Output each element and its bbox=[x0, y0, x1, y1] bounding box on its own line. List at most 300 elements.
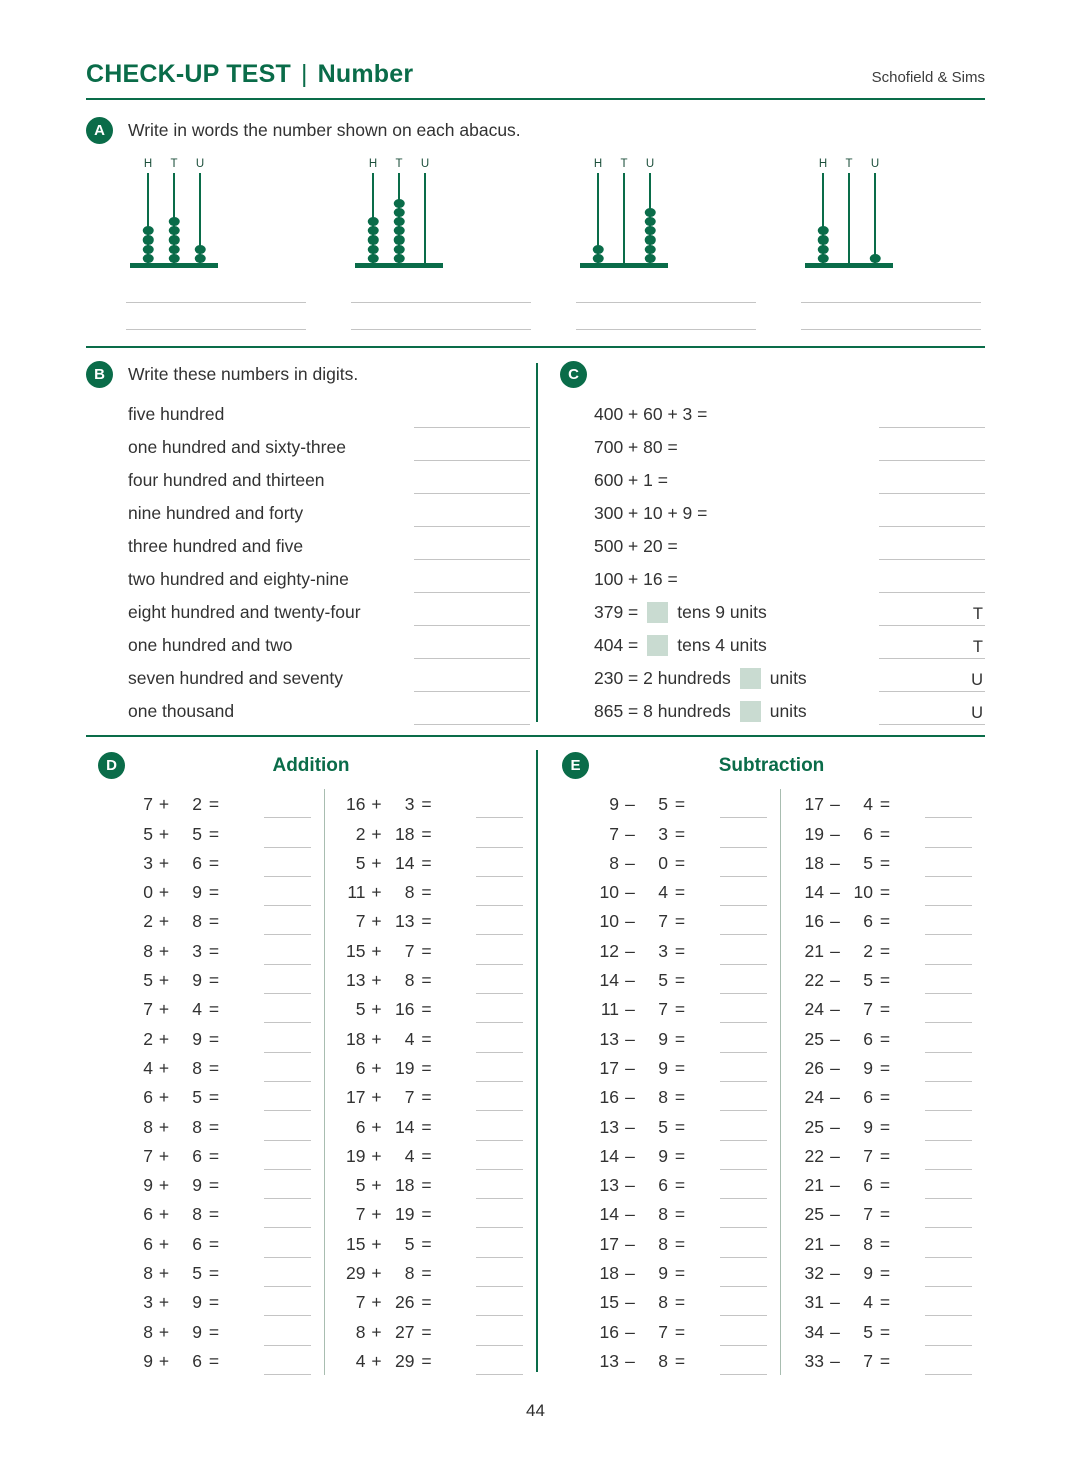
sum-row bbox=[594, 659, 985, 692]
operator-sign: – bbox=[625, 1263, 635, 1284]
answer-line bbox=[264, 1323, 311, 1346]
operator-sign: – bbox=[830, 911, 840, 932]
operator-sign: – bbox=[625, 1321, 635, 1342]
sum-row bbox=[594, 593, 985, 626]
section-b bbox=[86, 360, 536, 725]
operator-sign: + bbox=[158, 1116, 170, 1137]
operand-b: 7 bbox=[404, 1087, 415, 1108]
answer-line bbox=[879, 435, 985, 461]
operator-sign: + bbox=[158, 794, 170, 815]
rod-label: T bbox=[845, 158, 853, 170]
operand-b: 5 bbox=[192, 1263, 202, 1284]
operator-sign: – bbox=[625, 882, 635, 903]
operator-sign: + bbox=[371, 1087, 382, 1108]
operand-b: 7 bbox=[863, 1204, 873, 1225]
problem-row bbox=[797, 1082, 985, 1111]
abacus-rod bbox=[816, 158, 830, 263]
answer-line bbox=[414, 699, 530, 725]
number-words-text: one hundred and sixty-three bbox=[128, 437, 346, 457]
operand-b: 7 bbox=[404, 940, 415, 961]
problem-row bbox=[797, 1316, 985, 1345]
answer-column-letter: U bbox=[971, 704, 983, 722]
operand-b: 5 bbox=[658, 794, 668, 815]
operator-sign: – bbox=[625, 852, 635, 873]
answer-line bbox=[476, 1352, 523, 1375]
abacus-rod bbox=[193, 158, 207, 263]
missing-digit-box bbox=[740, 668, 761, 689]
problem-row bbox=[339, 1316, 537, 1345]
problem-row bbox=[126, 789, 324, 818]
sum-row bbox=[594, 527, 985, 560]
problem-row bbox=[126, 1228, 324, 1257]
problem-row bbox=[592, 1316, 780, 1345]
problem-row bbox=[126, 1082, 324, 1111]
problem-row bbox=[592, 935, 780, 964]
operand-b: 9 bbox=[658, 1145, 668, 1166]
operand-b: 6 bbox=[863, 1028, 873, 1049]
equals-sign: = bbox=[674, 940, 686, 961]
operator-sign: + bbox=[158, 882, 170, 903]
abacus-rod bbox=[167, 158, 181, 263]
operand-a: 9 bbox=[609, 794, 619, 815]
problem-row bbox=[592, 1287, 780, 1316]
answer-line bbox=[879, 402, 985, 428]
answer-line bbox=[351, 276, 531, 303]
operator-sign: – bbox=[830, 1145, 840, 1166]
equals-sign: = bbox=[879, 1292, 891, 1313]
problem-row bbox=[592, 1346, 780, 1375]
abacus bbox=[351, 158, 533, 330]
problem-row bbox=[797, 1141, 985, 1170]
equals-sign: = bbox=[674, 911, 686, 932]
problem-row bbox=[797, 1170, 985, 1199]
bead bbox=[143, 245, 154, 254]
answer-line bbox=[879, 468, 985, 494]
answer-line bbox=[264, 912, 311, 935]
bead bbox=[394, 235, 405, 244]
subtraction-col-1 bbox=[558, 789, 780, 1375]
abacus-rod bbox=[591, 158, 605, 263]
operand-a: 17 bbox=[599, 1233, 619, 1254]
bead bbox=[394, 208, 405, 217]
answer-line bbox=[925, 1147, 972, 1170]
answer-line bbox=[264, 1030, 311, 1053]
bead bbox=[368, 245, 379, 254]
abacus-answer-lines bbox=[126, 276, 308, 330]
operand-a: 21 bbox=[804, 1233, 824, 1254]
problem-row bbox=[592, 1258, 780, 1287]
operand-a: 32 bbox=[804, 1263, 824, 1284]
rod-wire bbox=[649, 173, 652, 263]
operand-b: 9 bbox=[192, 1292, 202, 1313]
operand-a: 8 bbox=[355, 1321, 366, 1342]
answer-line bbox=[476, 1323, 523, 1346]
operand-b: 7 bbox=[863, 1145, 873, 1166]
operand-b: 8 bbox=[658, 1204, 668, 1225]
problem-row bbox=[797, 994, 985, 1023]
equals-sign: = bbox=[208, 1350, 220, 1371]
section-divider-a bbox=[86, 346, 985, 348]
operand-a: 5 bbox=[355, 1175, 366, 1196]
bead bbox=[818, 235, 829, 244]
sum-text-after: units bbox=[769, 701, 807, 721]
answer-line bbox=[414, 468, 530, 494]
equals-sign: = bbox=[879, 1087, 891, 1108]
equals-sign: = bbox=[208, 794, 220, 815]
missing-digit-box bbox=[740, 701, 761, 722]
section-c-badge: C bbox=[560, 361, 587, 388]
problem-row bbox=[339, 789, 537, 818]
equals-sign: = bbox=[421, 823, 432, 844]
section-e-title: Subtraction bbox=[718, 755, 825, 776]
number-words-text: one thousand bbox=[128, 701, 235, 721]
problem-row bbox=[126, 906, 324, 935]
rod-label: H bbox=[368, 158, 378, 170]
equals-sign: = bbox=[421, 1350, 432, 1371]
number-words-row bbox=[128, 527, 536, 560]
problem-row bbox=[592, 818, 780, 847]
operand-a: 18 bbox=[346, 1028, 366, 1049]
operand-b: 9 bbox=[192, 1175, 202, 1196]
operator-sign: – bbox=[830, 1321, 840, 1342]
sum-text-before: 404 = bbox=[594, 635, 639, 655]
operand-b: 19 bbox=[395, 1204, 415, 1225]
operand-b: 9 bbox=[192, 1321, 202, 1342]
operand-a: 7 bbox=[355, 1204, 366, 1225]
bead bbox=[169, 217, 180, 226]
bead bbox=[645, 226, 656, 235]
problem-row bbox=[592, 1023, 780, 1052]
operand-a: 10 bbox=[599, 911, 619, 932]
bead-stack bbox=[870, 254, 881, 263]
equals-sign: = bbox=[674, 1028, 686, 1049]
sum-expression bbox=[594, 470, 668, 494]
operator-sign: – bbox=[830, 940, 840, 961]
equals-sign: = bbox=[208, 970, 220, 991]
problem-row bbox=[339, 965, 537, 994]
operand-a: 10 bbox=[599, 882, 619, 903]
operand-a: 7 bbox=[143, 1145, 153, 1166]
operand-a: 13 bbox=[599, 1175, 619, 1196]
operator-sign: – bbox=[625, 1175, 635, 1196]
operator-sign: + bbox=[371, 1350, 382, 1371]
problem-row bbox=[339, 1199, 537, 1228]
section-e bbox=[538, 747, 985, 1375]
number-words-row bbox=[128, 692, 536, 725]
operand-a: 9 bbox=[143, 1350, 153, 1371]
bead bbox=[368, 235, 379, 244]
number-words-text: seven hundred and seventy bbox=[128, 668, 344, 688]
problem-row bbox=[126, 1023, 324, 1052]
operand-a: 18 bbox=[599, 1263, 619, 1284]
answer-line bbox=[925, 883, 972, 906]
operator-sign: + bbox=[371, 1204, 382, 1225]
bead-stack bbox=[645, 208, 656, 263]
sum-text-after: units bbox=[769, 668, 807, 688]
operand-b: 8 bbox=[192, 1057, 202, 1078]
equals-sign: = bbox=[879, 999, 891, 1020]
operand-a: 14 bbox=[599, 1204, 619, 1225]
problem-row bbox=[126, 818, 324, 847]
bead-stack bbox=[368, 217, 379, 263]
problem-row bbox=[797, 1111, 985, 1140]
operator-sign: – bbox=[830, 1350, 840, 1371]
abacus-base bbox=[580, 263, 668, 268]
sum-expression bbox=[594, 602, 767, 626]
problem-row bbox=[797, 877, 985, 906]
operand-b: 6 bbox=[192, 1233, 202, 1254]
operator-sign: – bbox=[625, 823, 635, 844]
sum-row bbox=[594, 692, 985, 725]
sum-expression bbox=[594, 536, 678, 560]
equals-sign: = bbox=[208, 823, 220, 844]
operator-sign: + bbox=[158, 911, 170, 932]
problem-row bbox=[797, 1023, 985, 1052]
answer-line bbox=[414, 402, 530, 428]
bead bbox=[645, 217, 656, 226]
operand-b: 4 bbox=[404, 1145, 415, 1166]
rod-label: U bbox=[645, 158, 655, 170]
operand-a: 15 bbox=[599, 1292, 619, 1313]
operator-sign: + bbox=[371, 1145, 382, 1166]
equals-sign: = bbox=[674, 1087, 686, 1108]
answer-line bbox=[476, 912, 523, 935]
operand-a: 7 bbox=[609, 823, 619, 844]
operator-sign: + bbox=[158, 1263, 170, 1284]
operand-a: 22 bbox=[804, 1145, 824, 1166]
operand-a: 19 bbox=[346, 1145, 366, 1166]
operand-a: 4 bbox=[355, 1350, 366, 1371]
operator-sign: – bbox=[625, 1028, 635, 1049]
answer-line bbox=[414, 435, 530, 461]
answer-line bbox=[720, 795, 767, 818]
operand-b: 18 bbox=[395, 1175, 415, 1196]
operand-a: 25 bbox=[804, 1116, 824, 1137]
equals-sign: = bbox=[879, 1204, 891, 1225]
equals-sign: = bbox=[879, 1145, 891, 1166]
operand-b: 4 bbox=[658, 882, 668, 903]
problem-row bbox=[592, 1228, 780, 1257]
operand-a: 8 bbox=[609, 852, 619, 873]
rod-wire bbox=[822, 173, 825, 263]
equals-sign: = bbox=[879, 794, 891, 815]
rod-label: T bbox=[170, 158, 178, 170]
operand-a: 11 bbox=[600, 999, 619, 1020]
operator-sign: + bbox=[158, 1204, 170, 1225]
operand-a: 15 bbox=[346, 940, 366, 961]
operand-b: 2 bbox=[192, 794, 202, 815]
equals-sign: = bbox=[208, 882, 220, 903]
sum-text-before: 700 + 80 = bbox=[594, 437, 678, 457]
rod-label: T bbox=[395, 158, 403, 170]
answer-line bbox=[476, 854, 523, 877]
answer-line bbox=[476, 1000, 523, 1023]
answer-column-letter: U bbox=[971, 671, 983, 689]
operator-sign: – bbox=[625, 1204, 635, 1225]
section-b-header bbox=[86, 360, 536, 388]
abacus-frame bbox=[355, 158, 443, 268]
answer-line bbox=[264, 1205, 311, 1228]
bead bbox=[394, 199, 405, 208]
operand-b: 18 bbox=[395, 823, 415, 844]
number-words-text: eight hundred and twenty-four bbox=[128, 602, 361, 622]
operand-b: 3 bbox=[658, 940, 668, 961]
operand-a: 7 bbox=[355, 911, 366, 932]
operand-a: 26 bbox=[804, 1057, 824, 1078]
problem-row bbox=[339, 1082, 537, 1111]
abacus-rod bbox=[643, 158, 657, 263]
answer-line bbox=[925, 1293, 972, 1316]
operator-sign: + bbox=[371, 1233, 382, 1254]
operator-sign: + bbox=[158, 823, 170, 844]
answer-line bbox=[720, 1088, 767, 1111]
equals-sign: = bbox=[208, 1087, 220, 1108]
abacus-frame bbox=[805, 158, 893, 268]
equals-sign: = bbox=[421, 970, 432, 991]
number-words-text: five hundred bbox=[128, 404, 225, 424]
operator-sign: + bbox=[158, 1321, 170, 1342]
operand-a: 2 bbox=[355, 823, 366, 844]
answer-line bbox=[925, 854, 972, 877]
problem-row bbox=[797, 789, 985, 818]
title-main: CHECK-UP TEST bbox=[86, 60, 291, 88]
equals-sign: = bbox=[208, 1057, 220, 1078]
operand-b: 3 bbox=[192, 940, 202, 961]
missing-digit-box bbox=[647, 635, 668, 656]
equals-sign: = bbox=[421, 999, 432, 1020]
operator-sign: + bbox=[158, 940, 170, 961]
equals-sign: = bbox=[674, 1116, 686, 1137]
bead bbox=[169, 235, 180, 244]
sections-d-e bbox=[86, 747, 985, 1375]
equals-sign: = bbox=[421, 1233, 432, 1254]
operand-b: 10 bbox=[853, 882, 873, 903]
operand-b: 26 bbox=[395, 1292, 415, 1313]
problem-row bbox=[797, 1346, 985, 1375]
operand-a: 21 bbox=[804, 1175, 824, 1196]
answer-line bbox=[476, 971, 523, 994]
equals-sign: = bbox=[879, 970, 891, 991]
publisher-name: Schofield & Sims bbox=[871, 69, 985, 86]
operand-a: 17 bbox=[804, 794, 824, 815]
operand-a: 3 bbox=[143, 852, 153, 873]
operand-b: 5 bbox=[658, 970, 668, 991]
answer-line bbox=[925, 971, 972, 994]
answer-line bbox=[264, 825, 311, 848]
operand-a: 7 bbox=[143, 794, 153, 815]
number-words-row bbox=[128, 593, 536, 626]
answer-line bbox=[925, 942, 972, 965]
equals-sign: = bbox=[421, 1057, 432, 1078]
answer-line bbox=[576, 276, 756, 303]
operator-sign: – bbox=[830, 970, 840, 991]
operand-b: 3 bbox=[404, 794, 415, 815]
operand-a: 5 bbox=[143, 823, 153, 844]
operand-b: 16 bbox=[395, 999, 415, 1020]
operand-a: 31 bbox=[804, 1292, 824, 1313]
answer-line bbox=[476, 1030, 523, 1053]
problem-row bbox=[339, 1053, 537, 1082]
equals-sign: = bbox=[674, 1175, 686, 1196]
answer-line bbox=[801, 276, 981, 303]
answer-line bbox=[414, 567, 530, 593]
sections-b-c bbox=[86, 360, 985, 725]
answer-line bbox=[264, 854, 311, 877]
equals-sign: = bbox=[421, 882, 432, 903]
operand-b: 6 bbox=[863, 911, 873, 932]
problem-row bbox=[126, 1287, 324, 1316]
abacus-frame bbox=[130, 158, 218, 268]
problem-row bbox=[339, 1287, 537, 1316]
equals-sign: = bbox=[674, 1233, 686, 1254]
answer-line bbox=[879, 534, 985, 560]
equals-sign: = bbox=[674, 970, 686, 991]
sum-text-before: 400 + 60 + 3 = bbox=[594, 404, 708, 424]
number-words-row bbox=[128, 395, 536, 428]
answer-line bbox=[476, 1293, 523, 1316]
operator-sign: – bbox=[830, 1087, 840, 1108]
sum-row bbox=[594, 395, 985, 428]
answer-line bbox=[264, 1000, 311, 1023]
problem-row bbox=[339, 1346, 537, 1375]
rod-label: H bbox=[593, 158, 603, 170]
equals-sign: = bbox=[674, 1204, 686, 1225]
operator-sign: + bbox=[371, 1321, 382, 1342]
operand-a: 12 bbox=[599, 940, 619, 961]
operand-a: 8 bbox=[143, 1263, 153, 1284]
number-words-row bbox=[128, 626, 536, 659]
operator-sign: + bbox=[158, 1175, 170, 1196]
operand-b: 8 bbox=[863, 1233, 873, 1254]
answer-line bbox=[414, 666, 530, 692]
equals-sign: = bbox=[208, 1263, 220, 1284]
abacus-rod bbox=[617, 158, 631, 263]
operand-a: 0 bbox=[143, 882, 153, 903]
operand-a: 6 bbox=[355, 1057, 366, 1078]
abacus-rods bbox=[805, 158, 893, 263]
problem-row bbox=[126, 994, 324, 1023]
answer-line bbox=[264, 1235, 311, 1258]
equals-sign: = bbox=[674, 852, 686, 873]
rod-label: U bbox=[420, 158, 430, 170]
operand-a: 16 bbox=[804, 911, 824, 932]
bead bbox=[368, 226, 379, 235]
operand-a: 16 bbox=[599, 1321, 619, 1342]
operand-b: 6 bbox=[863, 823, 873, 844]
equals-sign: = bbox=[879, 940, 891, 961]
abacus-frame bbox=[580, 158, 668, 268]
answer-line bbox=[925, 1030, 972, 1053]
operator-sign: + bbox=[371, 1057, 382, 1078]
operator-sign: – bbox=[830, 1204, 840, 1225]
rod-label: T bbox=[620, 158, 628, 170]
answer-line bbox=[476, 1176, 523, 1199]
operand-b: 6 bbox=[192, 1350, 202, 1371]
operator-sign: – bbox=[625, 794, 635, 815]
section-d-badge: D bbox=[98, 752, 125, 779]
operand-b: 0 bbox=[658, 852, 668, 873]
section-a-instruction: Write in words the number shown on each abacus. bbox=[128, 119, 521, 140]
bead bbox=[394, 226, 405, 235]
answer-line bbox=[476, 1059, 523, 1082]
sum-expression bbox=[594, 569, 678, 593]
answer-line bbox=[879, 699, 985, 725]
sum-text-before: 230 = 2 hundreds bbox=[594, 668, 731, 688]
bead bbox=[645, 208, 656, 217]
answer-line bbox=[879, 567, 985, 593]
bead bbox=[143, 254, 154, 263]
number-words-text: three hundred and five bbox=[128, 536, 304, 556]
